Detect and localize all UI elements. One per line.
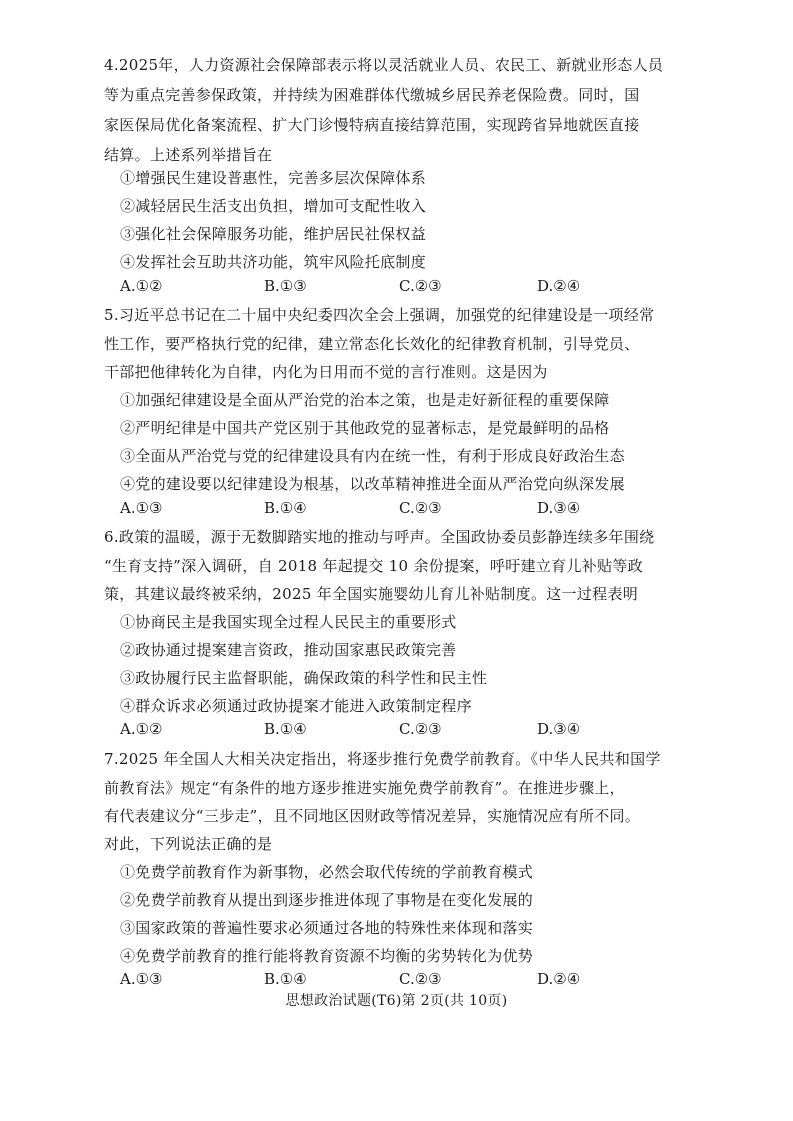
- question-stem-line: 策，其建议最终被采纳，2025 年全国实施婴幼儿育儿补贴制度。这一过程表明: [104, 585, 639, 603]
- question-stem-line: 等为重点完善参保政策，并持续为困难群体代缴城乡居民养老保险费。同时，国: [104, 86, 640, 104]
- choice-c: C.②③: [399, 277, 442, 295]
- answer-choices: [120, 719, 680, 739]
- question-stem-line: 4.2025年，人力资源社会保障部表示将以灵活就业人员、农民工、新就业形态人员: [104, 56, 664, 74]
- choice-c: C.②③: [399, 970, 442, 988]
- statement-option: ②免费学前教育从提出到逐步推进体现了事物是在变化发展的: [120, 891, 534, 909]
- page-footer: 思想政治试题(T6)第 2页(共 10页): [285, 993, 508, 1009]
- answer-choices: [120, 498, 680, 518]
- statement-option: ④免费学前教育的推行能将教育资源不均衡的劣势转化为优势: [120, 947, 534, 965]
- statement-option: ①免费学前教育作为新事物，必然会取代传统的学前教育模式: [120, 863, 534, 881]
- choice-c: C.②③: [399, 499, 442, 517]
- question-stem-line: 前教育法》规定“有条件的地方逐步推进实施免费学前教育”。在推进步骤上，: [104, 779, 625, 797]
- question-stem-line: 家医保局优化备案流程、扩大门诊慢特病直接结算范围，实现跨省异地就医直接: [104, 116, 640, 134]
- choice-d: D.②④: [537, 277, 581, 295]
- statement-option: ③强化社会保障服务功能，维护居民社保权益: [120, 225, 427, 243]
- choice-b: B.①③: [264, 277, 307, 295]
- question-stem-line: 干部把他律转化为自律，内化为日用而不觉的言行准则。这是因为: [104, 363, 548, 381]
- question-stem-line: 6.政策的温暖，源于无数脚踏实地的推动与呼声。全国政协委员彭静连续多年围绕: [104, 528, 655, 546]
- statement-option: ③政协履行民主监督职能，确保政策的科学性和民主性: [120, 669, 488, 687]
- choice-b: B.①④: [264, 970, 307, 988]
- statement-option: ②减轻居民生活支出负担，增加可支配性收入: [120, 197, 427, 215]
- answer-choices: [120, 276, 680, 296]
- statement-option: ①协商民主是我国实现全过程人民民主的重要形式: [120, 613, 457, 631]
- question-stem-line: 对此，下列说法正确的是: [104, 835, 273, 853]
- choice-d: D.③④: [537, 499, 581, 517]
- choice-d: D.③④: [537, 720, 581, 738]
- question-stem-line: 5.习近平总书记在二十届中央纪委四次全会上强调，加强党的纪律建设是一项经常: [104, 306, 655, 324]
- choice-a: A.①②: [120, 720, 163, 738]
- statement-option: ④发挥社会互助共济功能，筑牢风险托底制度: [120, 253, 427, 271]
- question-stem-line: 结算。上述系列举措旨在: [104, 146, 273, 164]
- question-stem-line: “生育支持”深入调研，自 2018 年起提交 10 余份提案，呼吁建立育儿补贴等政: [104, 557, 643, 575]
- statement-option: ①加强纪律建设是全面从严治党的治本之策，也是走好新征程的重要保障: [120, 391, 610, 409]
- choice-b: B.①④: [264, 499, 307, 517]
- statement-option: ④党的建设要以纪律建设为根基，以改革精神推进全面从严治党向纵深发展: [120, 475, 625, 493]
- question-stem-line: 7.2025 年全国人大相关决定指出，将逐步推行免费学前教育。《中华人民共和国学: [104, 750, 661, 768]
- choice-b: B.①④: [264, 720, 307, 738]
- choice-c: C.②③: [399, 720, 442, 738]
- choice-a: A.①③: [120, 499, 163, 517]
- statement-option: ③国家政策的普遍性要求必须通过各地的特殊性来体现和落实: [120, 919, 534, 937]
- statement-option: ①增强民生建设普惠性，完善多层次保障体系: [120, 169, 427, 187]
- statement-option: ②严明纪律是中国共产党区别于其他政党的显著标志，是党最鲜明的品格: [120, 419, 610, 437]
- statement-option: ②政协通过提案建言资政，推动国家惠民政策完善: [120, 641, 457, 659]
- question-stem-line: 性工作，要严格执行党的纪律，建立常态化长效化的纪律教育机制，引导党员、: [104, 335, 640, 353]
- choice-d: D.②④: [537, 970, 581, 988]
- statement-option: ④群众诉求必须通过政协提案才能进入政策制定程序: [120, 697, 472, 715]
- answer-choices: [120, 969, 680, 989]
- choice-a: A.①③: [120, 970, 163, 988]
- choice-a: A.①②: [120, 277, 163, 295]
- question-stem-line: 有代表建议分“三步走”，且不同地区因财政等情况差异，实施情况应有所不同。: [104, 807, 641, 825]
- statement-option: ③全面从严治党与党的纪律建设具有内在统一性，有利于形成良好政治生态: [120, 447, 625, 465]
